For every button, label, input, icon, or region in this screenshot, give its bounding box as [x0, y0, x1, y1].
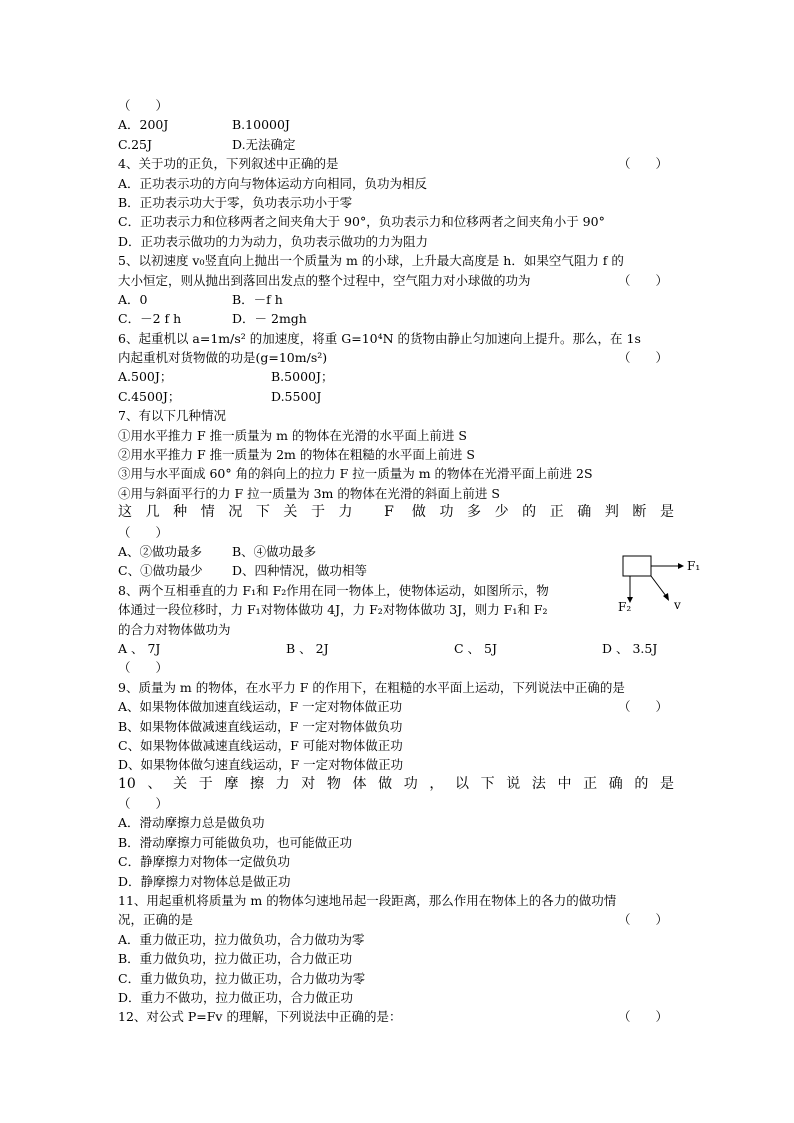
q9-option-d: D、如果物体做匀速直线运动，F 一定对物体做正功 — [118, 757, 404, 773]
option-a: A．200J — [118, 117, 169, 133]
q7-option-a: A、②做功最多 — [118, 543, 203, 559]
q6-option-b: B.5000J； — [271, 369, 334, 385]
q4-option-d: D．正功表示做功的力为动力，负功表示做功的力为阻力 — [118, 233, 429, 249]
option-c: C.25J — [118, 136, 153, 152]
q6-stem-line-2: 内起重机对货物做的功是(g=10m/s²) （ ） — [118, 348, 674, 367]
q5-options-row-1 — [118, 290, 674, 309]
v-arrowhead — [663, 593, 669, 601]
q9-bracket: （ ） — [617, 699, 668, 715]
q7-judge-line: 这几种情况下关于力 F 做功多少的正确判断是 — [118, 504, 674, 521]
q6-option-d: D.5500J — [271, 388, 322, 404]
top-options-row-2 — [118, 135, 674, 154]
q5-option-d: D．－ 2mgh — [232, 311, 307, 327]
q11-option-c: C．重力做负功，拉力做正功，合力做功为零 — [118, 970, 366, 986]
q8-option-d: D 、 3.5J — [602, 640, 658, 656]
q7-stem: 7、有以下几种情况 — [118, 408, 226, 424]
q11-stem-line-1: 11、用起重机将质量为 m 的物体匀速地吊起一段距离，那么作用在物体上的各力的做功情 — [118, 893, 617, 909]
exam-page — [118, 96, 674, 1027]
q10-option-c: C．静摩擦力对物体一定做负功 — [118, 854, 291, 870]
q9-option-a-row — [118, 697, 674, 716]
v-label: v — [674, 598, 681, 612]
q8-option-a: A 、 7J — [118, 640, 161, 656]
top-options-row-1 — [118, 115, 674, 134]
q6-option-a: A.500J； — [118, 369, 173, 385]
q9-option-b: B、如果物体做减速直线运动，F 一定对物体做负功 — [118, 718, 403, 734]
q7-case-3: ③用与水平面成 60° 角的斜向上的拉力 F 拉一质量为 m 的物体在光滑平面上前进 2S — [118, 466, 593, 482]
f1-arrowhead — [678, 563, 684, 569]
q6-stem-line-1: 6、起重机以 a=1m/s² 的加速度，将重 G=10⁴N 的货物由静止匀加速向上提升。那么，在 1s — [118, 330, 641, 346]
q5-option-c: C．－2 f h — [118, 311, 182, 327]
q7-options-row-1 — [118, 542, 674, 561]
block-shape — [623, 556, 651, 576]
q12-stem: 12、对公式 P=Fv 的理解，下列说法中正确的是： （ ） — [118, 1007, 674, 1026]
f1-label: F₁ — [687, 559, 701, 573]
q7-case-1: ①用水平推力 F 推一质量为 m 的物体在光滑的水平面上前进 S — [118, 427, 467, 443]
q5-option-a: A．0 — [118, 291, 148, 307]
q11-bracket: （ ） — [617, 912, 668, 928]
q9-option-a: A、如果物体做加速直线运动，F 一定对物体做正功 — [118, 699, 403, 715]
q4-stem: 4、关于功的正负，下列叙述中正确的是 （ ） — [118, 154, 674, 173]
q10-option-b: B．滑动摩擦力可能做负功，也可能做正功 — [118, 834, 353, 850]
q8-option-c: C 、 5J — [454, 640, 497, 656]
q10-option-d: D．静摩擦力对物体总是做正功 — [118, 873, 291, 889]
q5-bracket: （ ） — [617, 272, 668, 288]
q6-options-row-1 — [118, 367, 674, 386]
q10-bracket: （ ） — [118, 796, 169, 812]
q12-bracket: （ ） — [617, 1009, 668, 1025]
v-arrow — [651, 576, 666, 596]
q6-options-row-2 — [118, 387, 674, 406]
q7-option-b: B、④做功最多 — [232, 543, 317, 559]
q8-option-b: B 、 2J — [286, 640, 329, 656]
q5-stem-line-2: 大小恒定，则从抛出到落回出发点的整个过程中，空气阻力对小球做的功为 （ ） — [118, 271, 674, 290]
q8-stem-line-2: 体通过一段位移时，力 F₁对物体做功 4J，力 F₂对物体做功 3J，则力 F₁和 F₂ — [118, 602, 548, 618]
q7-options-row-2 — [118, 561, 674, 580]
q10-option-a: A．滑动摩擦力总是做负功 — [118, 815, 265, 831]
f2-label: F₂ — [618, 600, 632, 614]
option-d: D.无法确定 — [232, 136, 296, 152]
q5-option-b: B．－f h — [232, 291, 283, 307]
q8-force-diagram — [620, 553, 720, 615]
q11-option-d: D．重力不做功，拉力做正功，合力做正功 — [118, 989, 354, 1005]
q5-stem-line-1: 5、以初速度 v₀竖直向上抛出一个质量为 m 的小球，上升最大高度是 h．如果空气阻力 f 的 — [118, 253, 624, 269]
q8-bracket: （ ） — [118, 660, 169, 676]
q7-option-c: C、①做功最少 — [118, 563, 203, 579]
q6-option-c: C.4500J； — [118, 388, 181, 404]
q9-stem: 9、质量为 m 的物体，在水平力 F 的作用下，在粗糙的水平面上运动，下列说法中正确的是 — [118, 679, 625, 695]
q6-bracket: （ ） — [617, 350, 668, 366]
q8-stem-line-1: 8、两个互相垂直的力 F₁和 F₂作用在同一物体上，使物体运动，如图所示，物 — [118, 582, 549, 598]
q5-options-row-2 — [118, 309, 674, 328]
q8-stem-line-3: 的合力对物体做功为 — [118, 621, 231, 637]
q7-option-d: D、四种情况，做功相等 — [232, 563, 368, 579]
top-bracket: （ ） — [118, 98, 169, 113]
option-b: B.10000J — [232, 117, 290, 133]
q7-case-2: ②用水平推力 F 推一质量为 2m 的物体在粗糙的水平面上前进 S — [118, 447, 475, 463]
q4-option-c: C．正功表示力和位移两者之间夹角大于 90°，负功表示力和位移两者之间夹角小于 90° — [118, 214, 605, 230]
q10-stem: 10、关于摩擦力对物体做功，以下说法中正确的是 — [118, 775, 674, 792]
q4-bracket: （ ） — [617, 156, 668, 172]
q11-option-b: B．重力做负功，拉力做正功，合力做正功 — [118, 951, 353, 967]
q7-case-4: ④用与斜面平行的力 F 拉一质量为 3m 的物体在光滑的斜面上前进 S — [118, 485, 500, 501]
q9-option-c: C、如果物体做减速直线运动，F 可能对物体做正功 — [118, 737, 403, 753]
q7-bracket: （ ） — [118, 524, 169, 540]
q11-option-a: A．重力做正功，拉力做负功，合力做功为零 — [118, 931, 365, 947]
q11-stem-line-2: 况，正确的是 （ ） — [118, 910, 674, 929]
q4-option-b: B．正功表示功大于零，负功表示功小于零 — [118, 194, 353, 210]
q4-option-a: A．正功表示功的方向与物体运动方向相同，负功为相反 — [118, 175, 428, 191]
q8-options-row — [118, 639, 674, 658]
